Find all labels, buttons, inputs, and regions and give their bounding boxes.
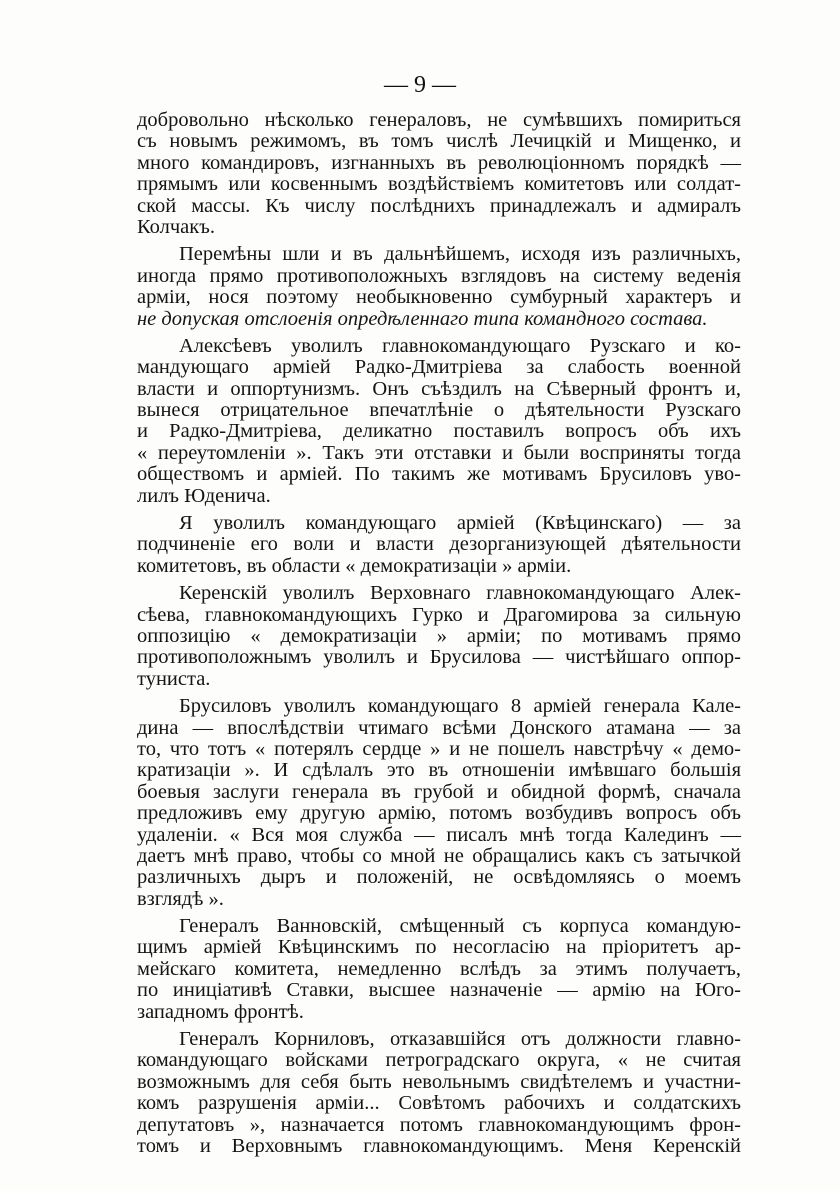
text-line: и Радко-Дмитріева, деликатно поставилъ вопросъ объ ихъ (137, 420, 741, 443)
text-line: командующаго войсками петроградскаго округа, « не считая (137, 1049, 741, 1072)
page-number: — 9 — (384, 72, 456, 98)
text-line: Брусиловъ уволилъ командующаго 8 арміей генерала Кале- (179, 695, 741, 718)
text-line: арміи, нося поэтому необыкновенно сумбурный характеръ и (137, 286, 741, 309)
text-line: много командировъ, изгнанныхъ въ революціонномъ порядкѣ — (137, 151, 741, 174)
text-line: комъ разрушенія арміи... Совѣтомъ рабочихъ и солдатскихъ (137, 1092, 741, 1115)
text-line: Я уволилъ командующаго арміей (Квѣцинскаго) — за (179, 512, 741, 535)
text-line: Генералъ Корниловъ, отказавшійся отъ должности главно- (179, 1028, 741, 1051)
text-line: щимъ арміей Квѣцинскимъ по несогласію на пріоритетъ ар- (137, 936, 741, 959)
text-line: томъ и Верховнымъ главнокомандующимъ. Меня Керенскій (137, 1134, 741, 1157)
text-line: депутатовъ », назначается потомъ главнокомандующимъ фрон- (137, 1113, 741, 1136)
text-line: оппозицію « демократизаціи » арміи; по мотивамъ прямо (137, 624, 741, 647)
text-line: различныхъ дыръ и положеній, не освѣдомляясь о моемъ (137, 866, 741, 889)
paragraph (137, 583, 741, 690)
text-line: дина — впослѣдствіи чтимаго всѣми Донского атамана — за (137, 716, 741, 739)
text-line: западномъ фронтѣ. (137, 1000, 304, 1023)
text-line: кратизаціи ». И сдѣлалъ это въ отношеніи имѣвшаго большія (137, 759, 741, 782)
text-line: то, что тотъ « потерялъ сердце » и не пошелъ навстрѣчу « демо- (137, 737, 741, 760)
text-line: по иниціативѣ Ставки, высшее назначеніе — армію на Юго- (137, 979, 741, 1002)
text-line: взглядѣ ». (137, 887, 224, 910)
paragraph (137, 1029, 741, 1157)
text-line: прямымъ или косвеннымъ воздѣйствіемъ комитетовъ или солдат- (137, 173, 741, 196)
text-line: иногда прямо противоположныхъ взглядовъ на систему веденія (137, 264, 741, 287)
text-line: даетъ мнѣ право, чтобы со мной не обращались какъ съ затычкой (137, 844, 741, 867)
text-line: боевыя заслуги генерала въ грубой и обидной формѣ, сначала (137, 780, 741, 803)
paragraph (137, 916, 741, 1023)
italic-text-line: не допуская отслоенія опредѣленнаго типа командного состава. (137, 307, 708, 330)
text-line: обществомъ и арміей. По такимъ же мотивамъ Брусиловъ уво- (137, 463, 741, 486)
text-line: противоположнымъ уволилъ и Брусилова — чистѣйшаго оппор- (137, 646, 741, 669)
text-line: Керенскій уволилъ Верховнаго главнокомандующаго Алек- (179, 582, 741, 605)
text-line: удаленіи. « Вся моя служба — писалъ мнѣ тогда Калединъ — (137, 823, 741, 846)
text-line: Перемѣны шли и въ дальнѣйшемъ, исходя изъ различныхъ, (179, 243, 741, 266)
text-line: вынеся отрицательное впечатлѣніе о дѣятельности Рузскаго (137, 399, 741, 422)
text-line: возможнымъ для себя быть невольнымъ свидѣтелемъ и участни- (137, 1070, 741, 1093)
text-line: добровольно нѣсколько генераловъ, не сумѣвшихъ помириться (137, 109, 741, 131)
body-text (137, 110, 741, 1157)
text-line: съ новымъ режимомъ, въ томъ числѣ Лечицкій и Мищенко, и (137, 130, 741, 153)
paragraph (137, 110, 741, 238)
text-line: Алексѣевъ уволилъ главнокомандующаго Рузскаго и ко- (179, 334, 741, 357)
text-line: туниста. (137, 667, 211, 690)
paragraph (137, 244, 741, 330)
text-line: Генералъ Ванновскій, смѣщенный съ корпуса командую- (179, 915, 741, 938)
text-line: предложивъ ему другую армію, потомъ возбудивъ вопросъ объ (137, 802, 741, 825)
text-line: комитетовъ, въ области « демократизаціи » арміи. (137, 554, 572, 577)
text-line: подчиненіе его воли и власти дезорганизующей дѣятельности (137, 533, 741, 556)
text-line: власти и оппортунизмъ. Онъ съѣздилъ на Сѣверный фронтъ и, (137, 377, 741, 400)
text-line: мандующаго арміей Радко-Дмитріева за слабость военной (137, 356, 741, 379)
text-line: сѣева, главнокомандующихъ Гурко и Драгомирова за сильную (137, 603, 741, 626)
paragraph (137, 336, 741, 507)
paragraph (137, 696, 741, 910)
text-line: мейскаго комитета, немедленно вслѣдъ за этимъ получаетъ, (137, 957, 741, 980)
text-line: лилъ Юденича. (137, 484, 271, 507)
text-line: « переутомленіи ». Такъ эти отставки и были восприняты тогда (137, 441, 741, 464)
text-line: Колчакъ. (137, 215, 215, 238)
text-line: ской массы. Къ числу послѣднихъ принадлежалъ и адмиралъ (137, 194, 741, 217)
paragraph (137, 513, 741, 577)
